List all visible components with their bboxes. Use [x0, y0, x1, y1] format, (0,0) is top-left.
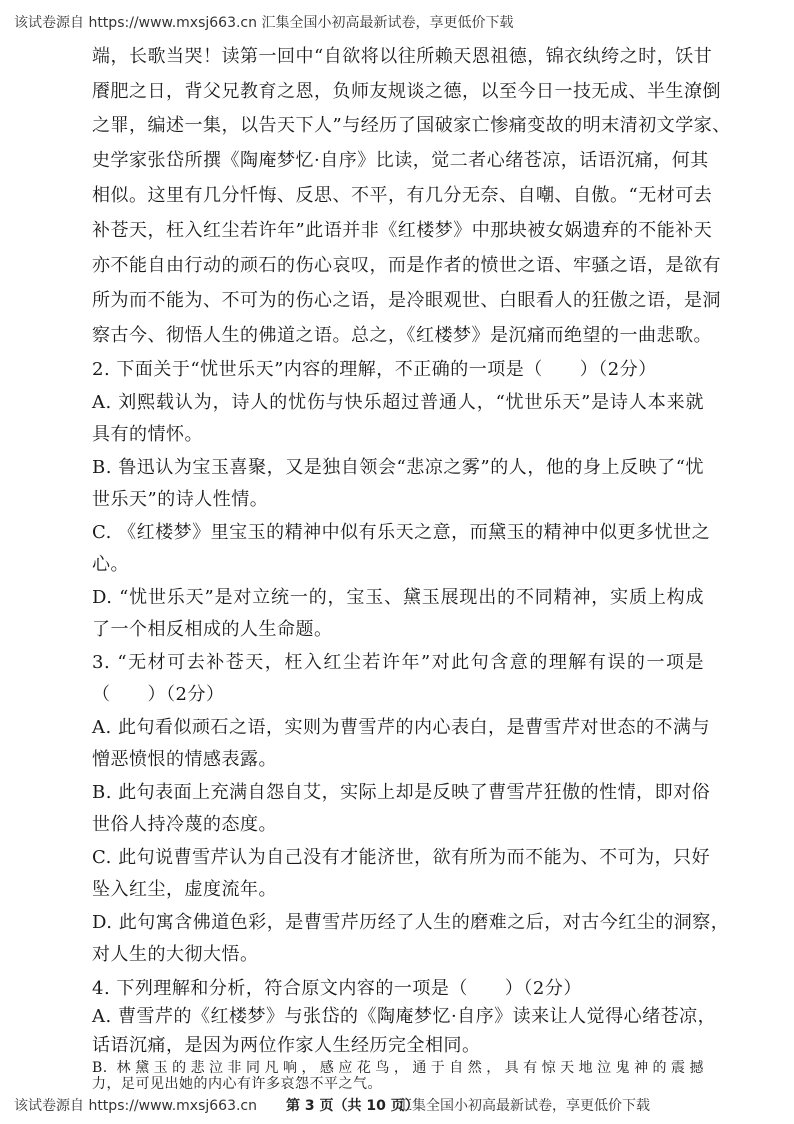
question-2-option-a-cont: 具有的情怀。: [92, 424, 203, 445]
passage-line: 补苍天，枉入红尘若许年”此语并非《红楼梦》中那块被女娲遗弃的不能补天: [92, 220, 713, 241]
question-3-option-d: D. 此句寓含佛道色彩，是曹雪芹历经了人生的磨难之后，对古今红尘的洞察，: [92, 912, 730, 933]
passage-line: 亦不能自由行动的顽石的伤心哀叹，而是作者的愤世之语、牢骚之语，是欲有: [92, 255, 721, 276]
question-3-option-b-cont: 世俗人持冷蔑的态度。: [92, 814, 277, 835]
footer-watermark-right: 汇集全国小初高最新试卷，享更低价下载: [398, 1098, 650, 1114]
question-2-option-b: B. 鲁迅认为宝玉喜聚，又是独自领会“悲凉之雾”的人，他的身上反映了“忧: [92, 457, 704, 478]
question-2-option-d-cont: 了一个相反相成的人生命题。: [92, 619, 333, 640]
passage-line: 相似。这里有几分忏悔、反思、不平，有几分无奈、自嘲、自傲。“无材可去: [92, 185, 713, 206]
question-2-option-a: A. 刘熙载认为，诗人的忧伤与快乐超过普通人，“忧世乐天”是诗人本来就: [92, 392, 704, 413]
question-3-option-a: A. 此句看似顽石之语，实则为曹雪芹的内心表白，是曹雪芹对世态的不满与: [92, 717, 710, 738]
question-3-option-a-cont: 憎恶愤恨的情感表露。: [92, 749, 277, 770]
question-4-option-a-cont: 话语沉痛，是因为两位作家人生经历完全相同。: [92, 1035, 481, 1056]
question-4-stem: 4. 下列理解和分析，符合原文内容的一项是（ ）（2分）: [92, 978, 582, 999]
footer-watermark-left: 该试卷源自 https://www.mxsj663.cn: [14, 1098, 257, 1114]
question-3-option-c: C. 此句说曹雪芹认为自己没有才能济世，欲有所为而不能为、不可为，只好: [92, 847, 711, 868]
question-4-option-b: B. 林黛玉的悲泣非同凡响，感应花鸟，通于自然，具有惊天地泣鬼神的震撼: [92, 1060, 704, 1076]
question-3-stem-cont: （ ）（2分）: [92, 684, 225, 705]
page-number: 第 3 页（共 10 页）: [286, 1098, 419, 1114]
passage-line: 察古今、彻悟人生的佛道之语。总之，《红楼梦》是沉痛而绝望的一曲悲歌。: [92, 325, 712, 346]
question-3-option-d-cont: 对人生的大彻大悟。: [92, 944, 259, 965]
passage-line: 餍肥之日，背父兄教育之恩，负师友规谈之德，以至今日一技无成、半生潦倒: [92, 81, 721, 102]
question-3-option-b: B. 此句表面上充满自怨自艾，实际上却是反映了曹雪芹狂傲的性情，即对俗: [92, 782, 711, 803]
question-4-option-b-cont: 力，足可见出她的内心有许多哀怨不平之气。: [92, 1076, 382, 1092]
passage-line: 史学家张岱所撰《陶庵梦忆·自序》比读，觉二者心绪苍凉，话语沉痛，何其: [92, 150, 709, 171]
question-3-stem: 3. “无材可去补苍天，枉入红尘若许年”对此句含意的理解有误的一项是: [92, 652, 704, 673]
header-watermark: 该试卷源自 https://www.mxsj663.cn 汇集全国小初高最新试卷，享更低价下载: [14, 15, 514, 31]
question-3-option-c-cont: 坠入红尘，虚度流年。: [92, 879, 277, 900]
question-2-option-d: D. “忧世乐天”是对立统一的，宝玉、黛玉展现出的不同精神，实质上构成: [92, 587, 704, 608]
passage-line: 之罪，编述一集，以告天下人”与经历了国破家亡惨痛变故的明末清初文学家、: [92, 115, 731, 136]
passage-line: 端，长歌当哭！读第一回中“自欲将以往所赖天恩祖德，锦衣纨绔之时，饫甘: [92, 46, 713, 67]
question-2-option-c: C. 《红楼梦》里宝玉的精神中似有乐天之意，而黛玉的精神中似更多忧世之: [92, 522, 711, 543]
question-2-stem: 2. 下面关于“忧世乐天”内容的理解，不正确的一项是（ ）（2分）: [92, 359, 657, 380]
passage-line: 所为而不能为、不可为的伤心之语，是冷眼观世、白眼看人的狂傲之语，是洞: [92, 290, 721, 311]
question-2-option-c-cont: 心。: [92, 554, 129, 575]
question-2-option-b-cont: 世乐天”的诗人性情。: [92, 489, 269, 510]
question-4-option-a: A. 曹雪芹的《红楼梦》与张岱的《陶庵梦忆·自序》读来让人觉得心绪苍凉，: [92, 1006, 717, 1027]
